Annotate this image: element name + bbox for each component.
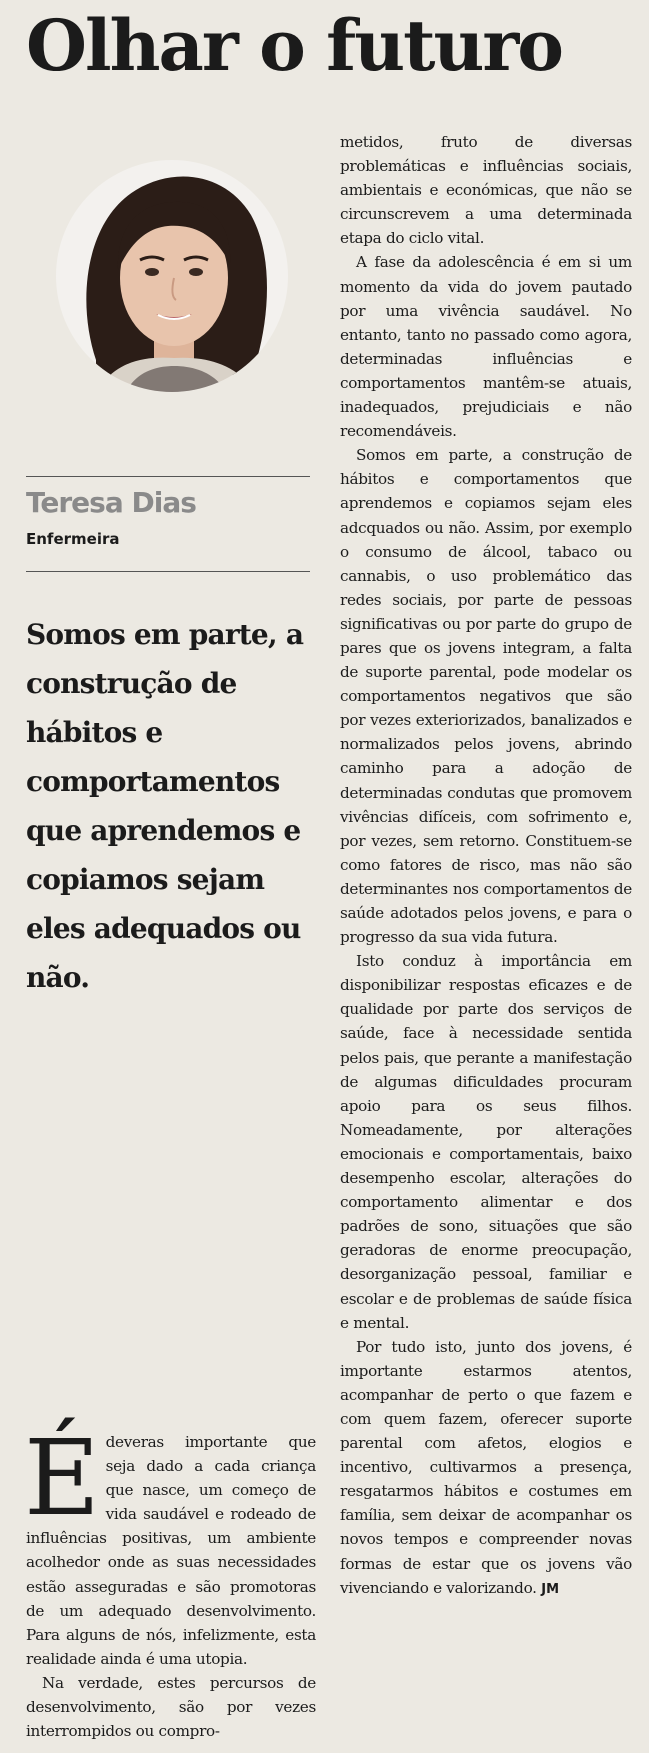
pull-quote: Somos em parte, a construção de hábitos e comportamentos que aprendemos e copiamos sejam eles adequados ou não. (26, 618, 304, 994)
article-paragraph-2-end: metidos, fruto de diversas problemáticas e influências sociais, ambientais e económicas, que não se circunscrevem a uma determinada etapa do ciclo vital. (340, 133, 632, 248)
author-signoff: JM (541, 1581, 560, 1597)
drop-cap: É (24, 1417, 100, 1539)
headline: Olhar o futuro (26, 4, 562, 87)
author-divider-bottom (26, 571, 310, 572)
article-column-right (340, 130, 632, 1602)
intro-text: deveras importante que seja dado a cada criança que nasce, um começo de vida saudável e rodeado de influências positivas, um ambiente acolhedor onde as suas necessidades estão asseguradas e são promotoras de um adequado desenvolvimento. Para alguns de nós, infelizmente, esta realidade ainda é uma utopia. (26, 1433, 316, 1668)
article-intro-paragraph (24, 1417, 316, 1671)
article-paragraph-6 (340, 1335, 632, 1602)
author-role: Enfermeira (26, 530, 120, 548)
author-name: Teresa Dias (26, 486, 196, 519)
portrait-illustration (56, 160, 288, 392)
article-paragraph-5: Isto conduz à importância em disponibilizar respostas eficazes e de qualidade por parte dos serviços de saúde, face à necessidade sentida pelos pais, que perante a manifestação de algumas dificuldades procuram apoio para os seus filhos. Nomeadamente, por alterações emocionais e comportamentais, baixo desempenho escolar, alterações do comportamento alimentar e dos padrões de sono, situações que são geradoras de enorme preocupação, desorganização pessoal, familiar e escolar e de problemas de saúde física e mental. (340, 952, 632, 1332)
article-paragraph-2-start: Na verdade, estes percursos de desenvolvimento, são por vezes interrompidos ou compro- (26, 1673, 316, 1741)
article-paragraph-4: Somos em parte, a construção de hábitos e comportamentos que aprendemos e copiamos sejam eles adcquados ou não. Assim, por exemplo o consumo de álcool, tabaco ou cannabis, o uso problemático das redes sociais, por parte de pessoas significativas ou por parte do grupo de pares que os jovens integram, a falta de suporte parental, pode modelar os comportamentos negativos que são por vezes exteriorizados, banalizados e normalizados pelos jovens, abrindo caminho para a adoção de determinadas condutas que promovem vivências difíceis, com sofrimento e, por vezes, sem retorno. Constituem-se como fatores de risco, mas não são determinantes nos comportamentos de saúde adotados pelos jovens, e para o progresso da sua vida futura. (340, 446, 632, 947)
article-paragraph-3: A fase da adolescência é em si um momento da vida do jovem pautado por uma vivência saudável. No entanto, tanto no passado como agora, determinadas influências e comportamentos mantêm-se atuais, inadequados, prejudiciais e não recomendáveis. (340, 253, 632, 441)
author-divider-top (26, 476, 310, 477)
author-portrait (56, 160, 288, 392)
article-column-left (24, 1417, 316, 1743)
closing-text: Por tudo isto, junto dos jovens, é importante estarmos atentos, acompanhar de perto o que fazem e com quem fazem, oferecer suporte parental com afetos, elogios e incentivo, cultivarmos a presença, resgatarmos hábitos e costumes em família, sem deixar de acompanhar os novos tempos e compreender novas formas de estar que os jovens vão vivenciando e valorizando. (340, 1337, 632, 1597)
